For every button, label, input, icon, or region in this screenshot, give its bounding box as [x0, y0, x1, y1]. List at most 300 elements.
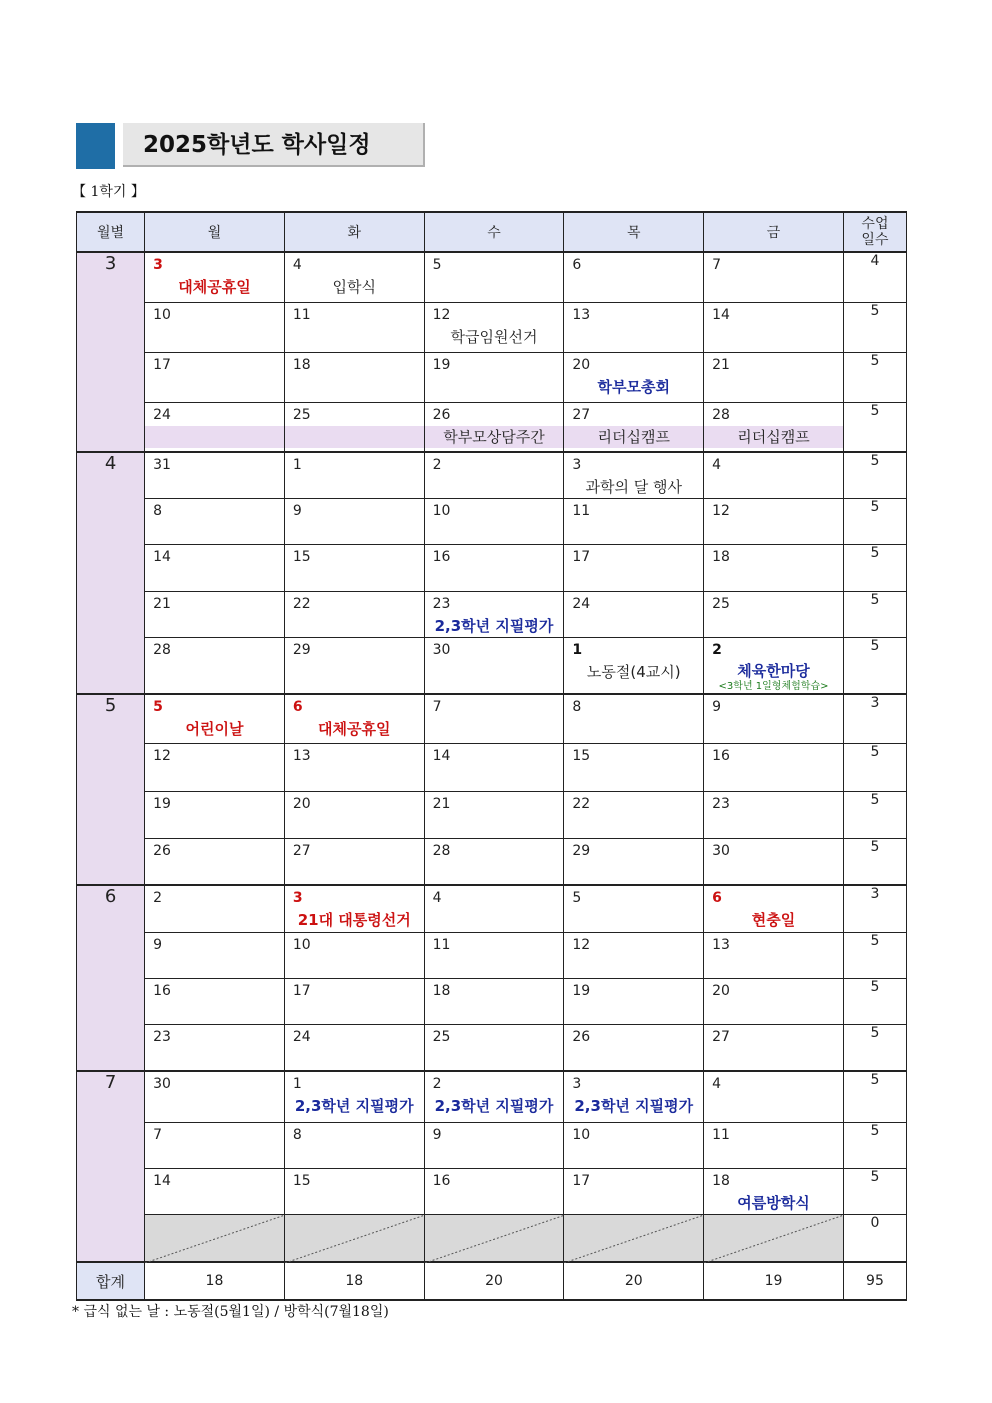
day-cell — [284, 791, 424, 838]
hatch-line — [425, 1215, 565, 1263]
day-number: 31 — [153, 457, 171, 473]
day-number: 6 — [712, 889, 722, 906]
day-number: 23 — [153, 1029, 171, 1045]
day-cell — [564, 838, 704, 885]
week-row — [77, 402, 907, 452]
day-cell — [145, 252, 285, 302]
day-cell — [704, 302, 844, 352]
class-days-count: 5 — [843, 791, 906, 838]
day-cell — [704, 545, 844, 592]
header-count-line1: 수업 — [861, 216, 889, 232]
day-cell — [704, 402, 844, 452]
event-empty — [564, 1002, 703, 1024]
day-number: 12 — [153, 747, 171, 764]
hatch-line — [564, 1215, 704, 1263]
event-empty — [564, 276, 703, 298]
day-number: 14 — [153, 549, 171, 565]
day-cell — [704, 1122, 844, 1168]
day-number: 16 — [432, 1172, 451, 1189]
day-cell — [424, 694, 564, 743]
class-days-count: 5 — [843, 838, 906, 885]
month-cell: 4 — [77, 452, 145, 694]
day-number: 4 — [292, 257, 302, 273]
day-cell — [564, 1168, 704, 1214]
event-empty — [285, 476, 424, 498]
day-cell — [284, 545, 424, 592]
day-number: 18 — [712, 1172, 730, 1189]
day-cell — [284, 933, 424, 979]
day-number: 10 — [572, 1126, 591, 1143]
class-days-count: 5 — [843, 592, 906, 638]
day-number: 21 — [712, 356, 730, 373]
header-fri: 금 — [704, 212, 844, 252]
day-cell — [564, 499, 704, 545]
event-label: 학부모상담주간 — [425, 426, 564, 448]
event-empty — [285, 615, 424, 637]
day-cell — [564, 979, 704, 1025]
day-number: 21 — [432, 795, 451, 812]
event-label: 노동절(4교시) — [586, 663, 681, 681]
day-number: 2 — [432, 457, 442, 473]
day-cell — [424, 743, 564, 791]
event-label: 과학의 달 행사 — [585, 478, 682, 496]
day-cell — [424, 838, 564, 885]
class-days-count: 5 — [843, 933, 906, 979]
event-empty — [564, 615, 703, 637]
day-cell — [145, 694, 285, 743]
week-row — [77, 352, 907, 402]
event-empty — [704, 956, 843, 978]
event-empty — [425, 1002, 564, 1024]
day-cell — [284, 499, 424, 545]
day-number: 26 — [432, 406, 451, 423]
event-empty — [564, 326, 703, 348]
event-empty — [285, 862, 424, 884]
header-tue: 화 — [284, 212, 424, 252]
day-number: 20 — [572, 356, 591, 373]
day-cell — [284, 638, 424, 695]
event-empty — [285, 1146, 424, 1168]
day-number: 27 — [572, 406, 591, 423]
event-empty — [704, 326, 843, 348]
header-mon: 월 — [145, 212, 285, 252]
day-number: 22 — [292, 596, 311, 612]
day-number: 6 — [572, 257, 582, 273]
event-sub-label: <3학년 1일형체험학습> — [718, 681, 829, 692]
event-empty — [285, 956, 424, 978]
total-value: 18 — [145, 1262, 285, 1300]
event-label: 2,3학년 지필평가 — [574, 1097, 694, 1115]
day-cell — [704, 1168, 844, 1214]
event-label: 리더십캠프 — [704, 426, 843, 448]
event-empty — [564, 862, 703, 884]
day-number: 21 — [153, 596, 171, 612]
event-empty — [425, 476, 564, 498]
week-row — [77, 592, 907, 638]
diagonal-hatch — [564, 1215, 704, 1263]
day-number: 18 — [432, 983, 451, 999]
class-days-count: 5 — [843, 499, 906, 545]
day-cell — [564, 694, 704, 743]
day-cell — [145, 1168, 285, 1214]
event-empty — [145, 476, 284, 498]
day-number: 24 — [572, 596, 591, 612]
day-cell — [284, 1071, 424, 1122]
week-row — [77, 933, 907, 979]
event-empty — [564, 1048, 703, 1070]
class-days-count: 5 — [843, 302, 906, 352]
event-empty — [285, 522, 424, 544]
event-empty — [704, 615, 843, 637]
day-cell — [564, 933, 704, 979]
hatch-line — [704, 1215, 844, 1263]
event-empty — [704, 376, 843, 398]
day-cell — [424, 791, 564, 838]
event-empty — [285, 376, 424, 398]
day-number: 16 — [153, 983, 171, 999]
event-empty — [564, 767, 703, 789]
day-cell — [424, 1214, 564, 1262]
day-number: 11 — [572, 503, 591, 519]
event-empty — [704, 718, 843, 740]
day-number: 30 — [432, 642, 451, 658]
day-cell — [564, 885, 704, 933]
day-number: 26 — [153, 842, 171, 859]
day-cell — [704, 1025, 844, 1072]
event-empty — [425, 1146, 564, 1168]
event-label: 대체공휴일 — [178, 278, 251, 296]
day-cell — [564, 1122, 704, 1168]
day-number: 29 — [572, 842, 591, 859]
week-row — [77, 638, 907, 695]
day-number: 3 — [153, 257, 163, 273]
event-empty — [145, 1146, 284, 1168]
week-row — [77, 1214, 907, 1262]
day-cell — [145, 352, 285, 402]
day-number: 9 — [153, 937, 162, 953]
event-empty — [285, 1048, 424, 1070]
event-label: 체육한마당 — [737, 662, 810, 680]
day-number: 10 — [153, 306, 171, 323]
day-cell — [424, 252, 564, 302]
event-empty — [564, 1146, 703, 1168]
day-cell — [284, 1025, 424, 1072]
day-number: 9 — [292, 503, 302, 519]
day-cell — [145, 885, 285, 933]
event-empty — [704, 276, 843, 298]
event-label: 어린이날 — [185, 720, 244, 738]
event-empty — [564, 909, 703, 931]
event-label: 21대 대통령선거 — [297, 910, 411, 929]
event-empty — [704, 1048, 843, 1070]
event-empty — [425, 1192, 564, 1214]
event-label: 학급임원선거 — [450, 327, 538, 346]
day-number: 3 — [292, 889, 303, 906]
day-number: 28 — [712, 406, 730, 423]
class-days-count: 5 — [843, 1071, 906, 1122]
day-cell — [424, 452, 564, 499]
day-number: 11 — [432, 937, 451, 953]
day-number: 16 — [432, 549, 451, 565]
day-number: 6 — [292, 699, 303, 715]
class-days-count: 5 — [843, 638, 906, 695]
event-empty — [285, 661, 424, 683]
day-cell — [424, 402, 564, 452]
event-empty — [145, 1048, 284, 1070]
event-empty — [425, 1048, 564, 1070]
class-days-count: 3 — [843, 885, 906, 933]
footnote: * 급식 없는 날 : 노동절(5월1일) / 방학식(7월18일) — [72, 1304, 389, 1320]
day-number: 28 — [432, 842, 451, 859]
event-empty — [145, 1192, 284, 1214]
day-number: 12 — [432, 306, 451, 323]
week-row — [77, 791, 907, 838]
event-empty — [425, 909, 564, 931]
total-value: 20 — [564, 1262, 704, 1300]
day-number: 15 — [292, 1172, 311, 1189]
day-number: 7 — [712, 257, 722, 273]
event-empty — [704, 476, 843, 498]
day-number: 12 — [572, 937, 591, 953]
event-label: 리더십캠프 — [564, 426, 703, 448]
day-number: 13 — [572, 306, 591, 323]
day-number: 18 — [292, 356, 311, 373]
day-cell — [284, 885, 424, 933]
day-cell — [424, 638, 564, 695]
class-days-count: 0 — [843, 1214, 906, 1262]
day-cell — [704, 885, 844, 933]
day-cell — [145, 1025, 285, 1072]
day-number: 20 — [292, 795, 311, 812]
event-label: 학부모총회 — [597, 377, 670, 396]
title-accent-bar — [76, 123, 115, 169]
week-row — [77, 452, 907, 499]
page-title: 2025학년도 학사일정 — [123, 123, 425, 167]
event-label: 여름방학식 — [737, 1193, 810, 1212]
day-cell — [284, 838, 424, 885]
day-cell — [704, 933, 844, 979]
day-cell — [284, 979, 424, 1025]
event-empty — [564, 568, 703, 590]
diagonal-hatch — [425, 1215, 565, 1263]
day-cell — [145, 302, 285, 352]
event-empty — [564, 718, 703, 740]
day-cell — [145, 402, 285, 452]
day-cell — [284, 743, 424, 791]
day-cell — [424, 885, 564, 933]
day-number: 1 — [292, 457, 302, 473]
header-count-line2: 일수 — [861, 232, 889, 248]
class-days-count: 5 — [843, 352, 906, 402]
week-row — [77, 979, 907, 1025]
week-row — [77, 838, 907, 885]
day-cell — [284, 252, 424, 302]
class-days-count: 5 — [843, 545, 906, 592]
event-empty — [425, 522, 564, 544]
week-row — [77, 743, 907, 791]
day-number: 1 — [292, 1076, 302, 1092]
day-number: 5 — [432, 257, 442, 273]
day-number: 28 — [153, 642, 171, 658]
day-cell — [704, 838, 844, 885]
event-label: 입학식 — [332, 278, 376, 296]
class-days-count: 5 — [843, 1122, 906, 1168]
day-cell — [284, 1214, 424, 1262]
event-empty — [145, 376, 284, 398]
day-cell — [145, 933, 285, 979]
header-count — [843, 212, 906, 252]
event-empty — [704, 522, 843, 544]
week-row — [77, 545, 907, 592]
hatch-line — [145, 1215, 285, 1263]
event-empty — [425, 862, 564, 884]
header-month: 월별 — [77, 212, 145, 252]
day-number: 17 — [572, 549, 591, 565]
event-empty — [145, 568, 284, 590]
day-cell — [145, 743, 285, 791]
event-label: 2,3학년 지필평가 — [294, 1097, 414, 1115]
event-empty — [145, 615, 284, 637]
day-number: 4 — [432, 889, 442, 906]
day-number: 2 — [432, 1076, 442, 1092]
day-cell — [424, 499, 564, 545]
day-cell — [564, 1214, 704, 1262]
day-number: 24 — [153, 406, 171, 423]
diagonal-hatch — [145, 1215, 285, 1263]
day-number: 7 — [153, 1126, 162, 1143]
totals-row — [77, 1262, 907, 1300]
day-number: 3 — [572, 1076, 582, 1092]
day-cell — [284, 592, 424, 638]
event-empty — [285, 815, 424, 837]
day-number: 27 — [712, 1029, 730, 1045]
day-cell — [704, 1071, 844, 1122]
event-empty — [145, 815, 284, 837]
day-number: 14 — [432, 747, 451, 764]
diagonal-hatch — [704, 1215, 844, 1263]
day-cell — [704, 979, 844, 1025]
day-cell — [424, 1168, 564, 1214]
day-cell — [284, 402, 424, 452]
day-cell — [564, 791, 704, 838]
event-empty — [425, 376, 564, 398]
header-thu: 목 — [564, 212, 704, 252]
day-cell — [564, 545, 704, 592]
day-number: 23 — [712, 795, 730, 812]
event-empty — [425, 815, 564, 837]
month-cell: 5 — [77, 694, 145, 885]
event-label: 대체공휴일 — [318, 720, 391, 738]
day-cell — [564, 1071, 704, 1122]
class-days-count: 5 — [843, 402, 906, 452]
event-empty — [704, 1002, 843, 1024]
class-days-count: 4 — [843, 252, 906, 302]
event-empty — [145, 326, 284, 348]
event-empty — [704, 767, 843, 789]
event-empty — [145, 661, 284, 683]
day-number: 19 — [572, 983, 591, 999]
week-row — [77, 694, 907, 743]
week-row — [77, 252, 907, 302]
day-cell — [284, 694, 424, 743]
day-number: 15 — [292, 549, 311, 565]
day-cell — [564, 402, 704, 452]
event-empty — [285, 1002, 424, 1024]
event-empty — [704, 568, 843, 590]
day-number: 22 — [572, 795, 591, 812]
day-number: 13 — [712, 937, 730, 953]
day-cell — [424, 1025, 564, 1072]
week-row — [77, 1071, 907, 1122]
day-cell — [145, 1122, 285, 1168]
event-empty — [425, 718, 564, 740]
class-days-count: 5 — [843, 1025, 906, 1072]
event-empty — [425, 767, 564, 789]
week-row — [77, 1122, 907, 1168]
event-empty — [704, 1146, 843, 1168]
month-cell: 7 — [77, 1071, 145, 1262]
day-cell — [564, 252, 704, 302]
day-cell — [284, 352, 424, 402]
day-cell — [424, 592, 564, 638]
total-sum: 95 — [843, 1262, 906, 1300]
day-number: 18 — [712, 549, 730, 565]
event-label: 2,3학년 지필평가 — [434, 1097, 554, 1115]
day-cell — [145, 545, 285, 592]
day-cell — [564, 743, 704, 791]
header-row — [77, 212, 907, 252]
diagonal-hatch — [285, 1215, 425, 1263]
event-empty — [285, 326, 424, 348]
day-cell — [145, 838, 285, 885]
day-number: 3 — [572, 457, 582, 473]
event-empty — [564, 815, 703, 837]
day-number: 10 — [292, 937, 311, 953]
event-empty — [425, 956, 564, 978]
day-number: 25 — [292, 406, 311, 423]
total-value: 18 — [284, 1262, 424, 1300]
day-cell — [424, 979, 564, 1025]
day-cell — [424, 1122, 564, 1168]
day-cell — [424, 933, 564, 979]
day-cell — [704, 743, 844, 791]
hatch-line — [285, 1215, 425, 1263]
day-number: 10 — [432, 503, 451, 519]
day-number: 8 — [572, 699, 582, 715]
semester-label: 【 1학기 】 — [72, 184, 145, 200]
day-cell — [284, 1168, 424, 1214]
class-days-count: 5 — [843, 979, 906, 1025]
event-empty — [425, 276, 564, 298]
day-cell — [145, 638, 285, 695]
day-number: 30 — [153, 1076, 171, 1092]
day-cell — [145, 979, 285, 1025]
event-empty — [145, 767, 284, 789]
month-cell: 3 — [77, 252, 145, 452]
day-cell — [564, 352, 704, 402]
day-number: 25 — [712, 596, 730, 612]
day-number: 9 — [712, 699, 722, 715]
day-number: 26 — [572, 1029, 591, 1045]
event-empty — [145, 1002, 284, 1024]
day-number: 20 — [712, 983, 730, 999]
event-empty — [564, 522, 703, 544]
day-number: 17 — [153, 356, 171, 373]
day-number: 16 — [712, 747, 730, 764]
day-number: 1 — [572, 642, 583, 658]
day-cell — [704, 694, 844, 743]
day-number: 14 — [712, 306, 730, 323]
